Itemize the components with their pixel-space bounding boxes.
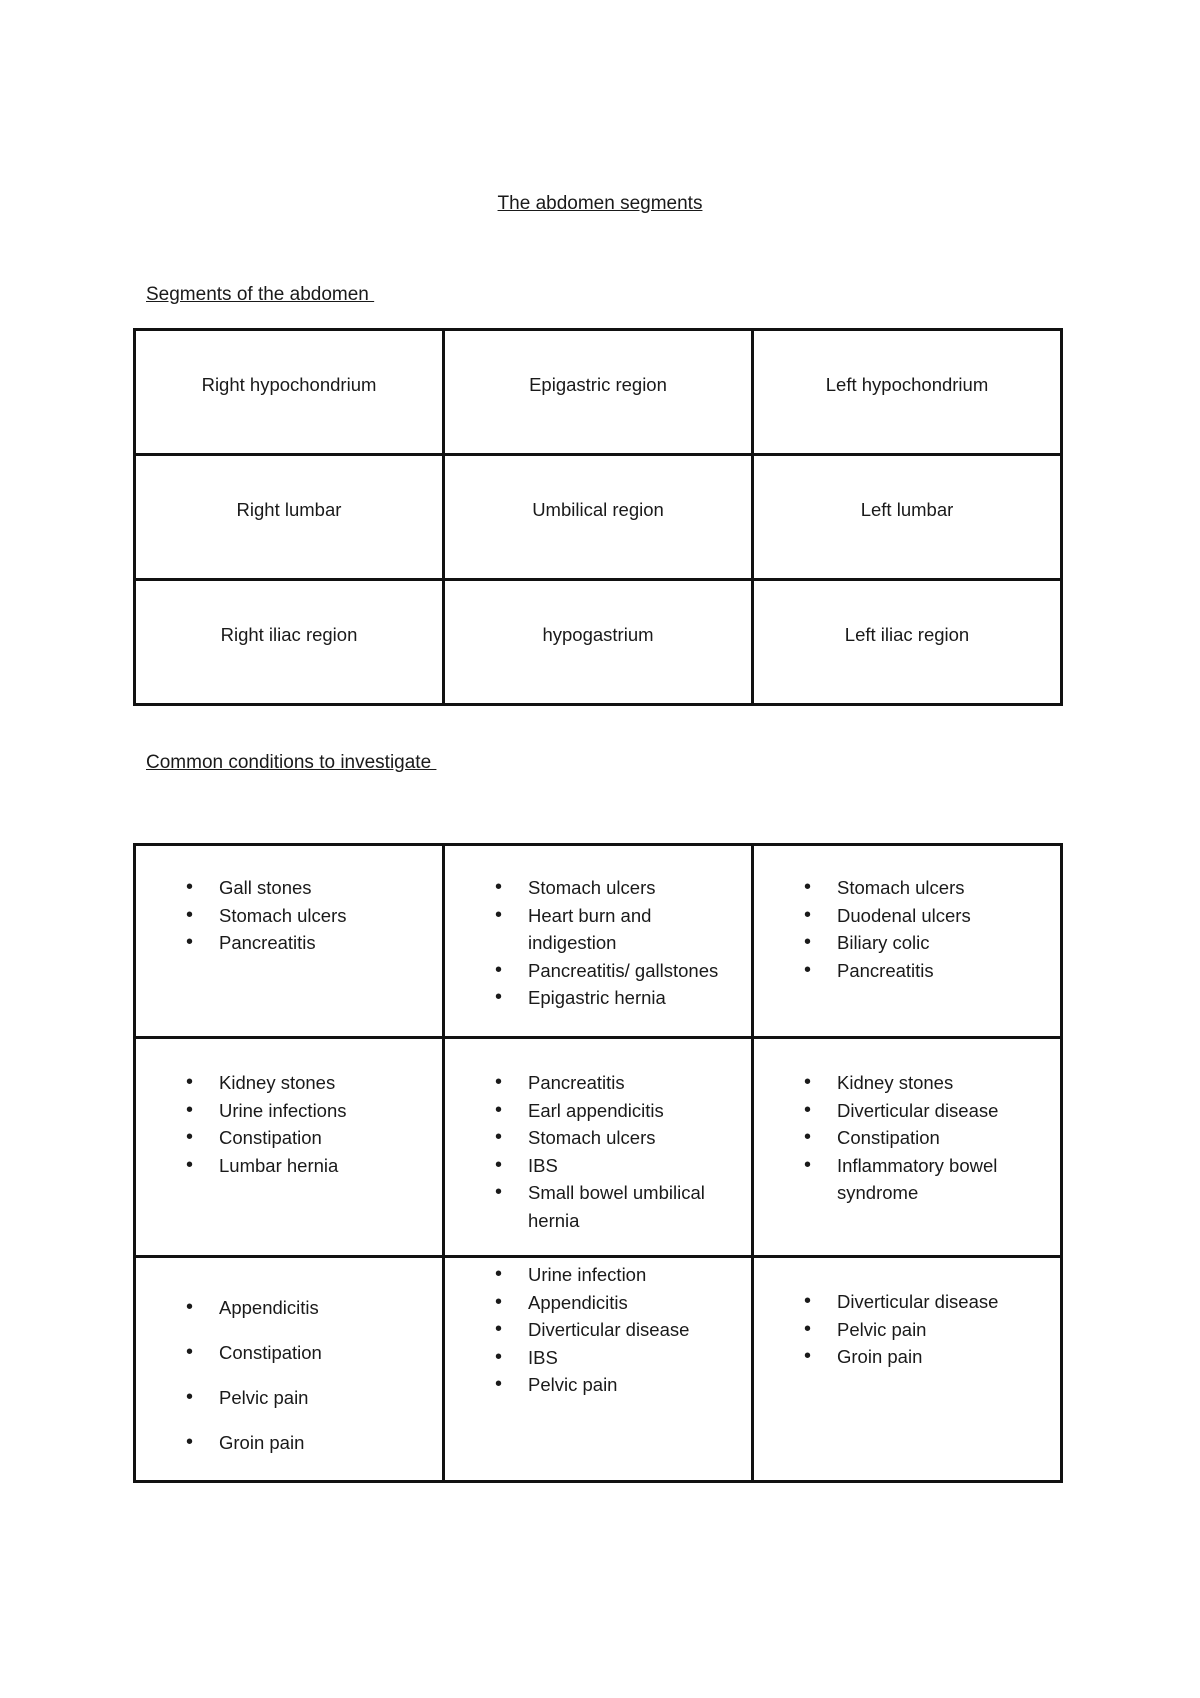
conditions-list xyxy=(445,846,751,1012)
list-item: • Heart burn and indigestion xyxy=(528,902,743,957)
table-row xyxy=(135,580,1062,705)
list-item: • Earl appendicitis xyxy=(528,1097,743,1125)
segment-cell: Left iliac region xyxy=(753,580,1062,705)
list-item: • Appendicitis xyxy=(528,1289,743,1317)
conditions-cell xyxy=(135,1038,444,1257)
table-row xyxy=(135,1038,1062,1257)
list-item: • Pancreatitis xyxy=(837,957,1052,985)
list-item: • Epigastric hernia xyxy=(528,984,743,1012)
list-item: • Gall stones xyxy=(219,874,434,902)
list-item: • IBS xyxy=(528,1344,743,1372)
segment-cell: Right lumbar xyxy=(135,455,444,580)
conditions-cell xyxy=(753,1038,1062,1257)
segments-table xyxy=(133,328,1063,706)
list-item: • Duodenal ulcers xyxy=(837,902,1052,930)
list-item: • Groin pain xyxy=(837,1343,1052,1371)
list-item: • Diverticular disease xyxy=(837,1288,1052,1316)
segment-cell: Umbilical region xyxy=(444,455,753,580)
conditions-list xyxy=(445,1039,751,1234)
conditions-cell xyxy=(444,845,753,1038)
segment-cell: Right iliac region xyxy=(135,580,444,705)
list-item: • Biliary colic xyxy=(837,929,1052,957)
conditions-cell xyxy=(753,845,1062,1038)
list-item: • Pancreatitis xyxy=(219,929,434,957)
table-row xyxy=(135,1257,1062,1482)
list-item: • Inflammatory bowel syndrome xyxy=(837,1152,1052,1207)
list-item: • Constipation xyxy=(837,1124,1052,1152)
list-item: • Constipation xyxy=(219,1339,434,1367)
list-item: • Diverticular disease xyxy=(837,1097,1052,1125)
conditions-cell xyxy=(135,845,444,1038)
conditions-cell xyxy=(444,1038,753,1257)
segment-cell: Right hypochondrium xyxy=(135,330,444,455)
list-item: • Kidney stones xyxy=(837,1069,1052,1097)
conditions-cell xyxy=(135,1257,444,1482)
segment-cell: hypogastrium xyxy=(444,580,753,705)
list-item: • IBS xyxy=(528,1152,743,1180)
conditions-list xyxy=(136,1039,442,1179)
conditions-list xyxy=(754,846,1060,984)
conditions-list xyxy=(445,1258,751,1399)
list-item: • Small bowel umbilical hernia xyxy=(528,1179,743,1234)
segment-cell: Epigastric region xyxy=(444,330,753,455)
table-row xyxy=(135,330,1062,455)
conditions-table xyxy=(133,843,1063,1483)
segments-heading: Segments of the abdomen xyxy=(146,284,375,305)
segment-cell: Left hypochondrium xyxy=(753,330,1062,455)
conditions-cell xyxy=(753,1257,1062,1482)
list-item: • Stomach ulcers xyxy=(528,874,743,902)
list-item: • Lumbar hernia xyxy=(219,1152,434,1180)
list-item: • Urine infection xyxy=(528,1261,743,1289)
list-item: • Kidney stones xyxy=(219,1069,434,1097)
list-item: • Stomach ulcers xyxy=(837,874,1052,902)
list-item: • Groin pain xyxy=(219,1429,434,1457)
list-item: • Pancreatitis/ gallstones xyxy=(528,957,743,985)
list-item: • Appendicitis xyxy=(219,1294,434,1322)
conditions-list xyxy=(754,1039,1060,1207)
list-item: • Urine infections xyxy=(219,1097,434,1125)
list-item: • Diverticular disease xyxy=(528,1316,743,1344)
conditions-list xyxy=(754,1258,1060,1371)
list-item: • Pelvic pain xyxy=(837,1316,1052,1344)
list-item: • Pancreatitis xyxy=(528,1069,743,1097)
conditions-list xyxy=(136,1258,442,1457)
list-item: • Stomach ulcers xyxy=(528,1124,743,1152)
list-item: • Pelvic pain xyxy=(528,1371,743,1399)
table-row xyxy=(135,455,1062,580)
conditions-cell xyxy=(444,1257,753,1482)
table-row xyxy=(135,845,1062,1038)
list-item: • Stomach ulcers xyxy=(219,902,434,930)
conditions-heading: Common conditions to investigate xyxy=(146,752,437,773)
list-item: • Constipation xyxy=(219,1124,434,1152)
conditions-list xyxy=(136,846,442,957)
page-title: The abdomen segments xyxy=(497,193,703,214)
list-item: • Pelvic pain xyxy=(219,1384,434,1412)
segment-cell: Left lumbar xyxy=(753,455,1062,580)
